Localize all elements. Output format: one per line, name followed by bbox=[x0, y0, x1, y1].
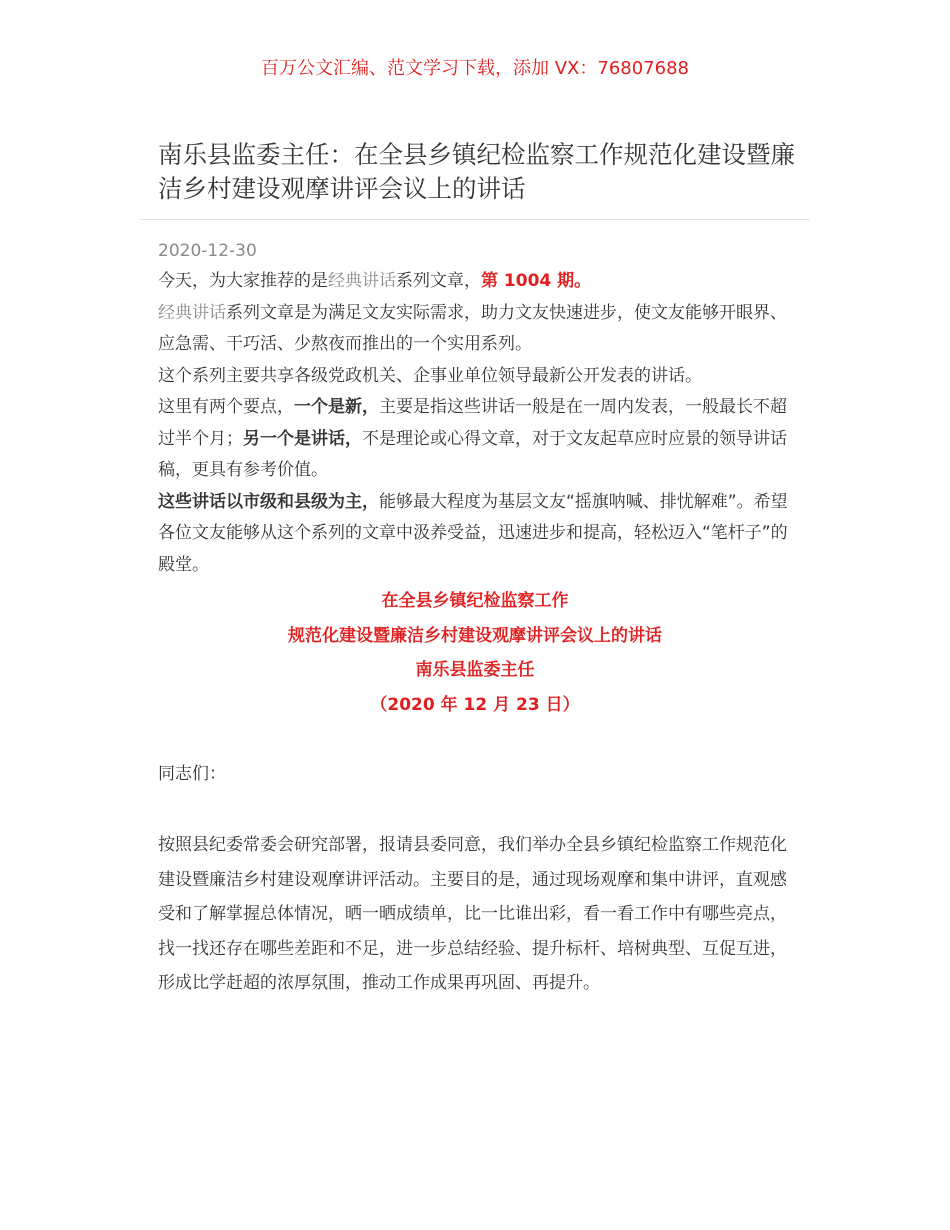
intro-paragraph-5 bbox=[158, 487, 798, 582]
speech-paragraph-1: 按照县纪委常委会研究部署，报请县委同意，我们举办全县乡镇纪检监察工作规范化建设暨廉洁乡村建设观摩讲评活动。主要目的是，通过现场观摩和集中讲评，直观感受和了解掌握总体情况，晒一晒成绩单，比一比谁出彩，看一看工作中有哪些亮点，找一找还存在哪些差距和不足，进一步总结经验、提升标杆、培树典型、互促互进，形成比学赶超的浓厚氛围，推动工作成果再巩固、再提升。 bbox=[158, 835, 787, 993]
speech-greeting: 同志们： bbox=[158, 764, 226, 784]
intro-text: 这里有两个要点， bbox=[158, 397, 294, 417]
intro-text: 能够最大程度为基层文友“摇旗呐喊、排忧解难”。希望各位文友能够从这个系列的文章中汲养受益，迅速进步和提高，轻松迈入“笔杆子”的殿堂。 bbox=[158, 491, 788, 575]
intro-paragraph-4 bbox=[158, 392, 798, 487]
intro-text: 系列文章， bbox=[396, 271, 481, 291]
series-link[interactable]: 经典讲话 bbox=[158, 302, 226, 323]
publish-date: 2020-12-30 bbox=[158, 241, 257, 261]
speech-date: （2020 年 12 月 23 日） bbox=[370, 695, 580, 715]
intro-text: 主要是指这些讲话一般是在一周内发表，一般最长不超过半个月； bbox=[158, 397, 787, 449]
speech-heading-line-1: 在全县乡镇纪检监察工作 bbox=[381, 591, 569, 611]
issue-number: 第 1004 期。 bbox=[481, 271, 592, 291]
intro-section bbox=[158, 266, 798, 581]
article-title: 南乐县监委主任：在全县乡镇纪检监察工作规范化建设暨廉洁乡村建设观摩讲评会议上的讲话 bbox=[158, 140, 795, 203]
speech-speaker: 南乐县监委主任 bbox=[415, 660, 535, 680]
intro-text: 不是理论或心得文章，对于文友起草应时应景的领导讲话稿，更具有参考价值。 bbox=[158, 428, 787, 480]
emphasis-text: 另一个是讲话， bbox=[243, 428, 362, 449]
intro-paragraph-3: 这个系列主要共享各级党政机关、企事业单位领导最新公开发表的讲话。 bbox=[158, 365, 702, 386]
speech-heading-line-2: 规范化建设暨廉洁乡村建设观摩讲评会议上的讲话 bbox=[288, 626, 662, 646]
intro-paragraph-2 bbox=[158, 298, 798, 361]
intro-text: 今天，为大家推荐的是 bbox=[158, 271, 328, 291]
series-link[interactable]: 经典讲话 bbox=[328, 271, 396, 291]
intro-text: 系列文章是为满足文友实际需求，助力文友快速进步，使文友能够开眼界、应急需、干巧活、少熬夜而推出的一个实用系列。 bbox=[158, 302, 787, 354]
title-divider bbox=[140, 219, 810, 220]
promo-banner: 百万公文汇编、范文学习下载，添加 VX：76807688 bbox=[261, 58, 689, 79]
emphasis-text: 这些讲话以市级和县级为主， bbox=[158, 491, 379, 512]
emphasis-text: 一个是新， bbox=[294, 397, 379, 417]
intro-paragraph-1 bbox=[158, 266, 798, 298]
